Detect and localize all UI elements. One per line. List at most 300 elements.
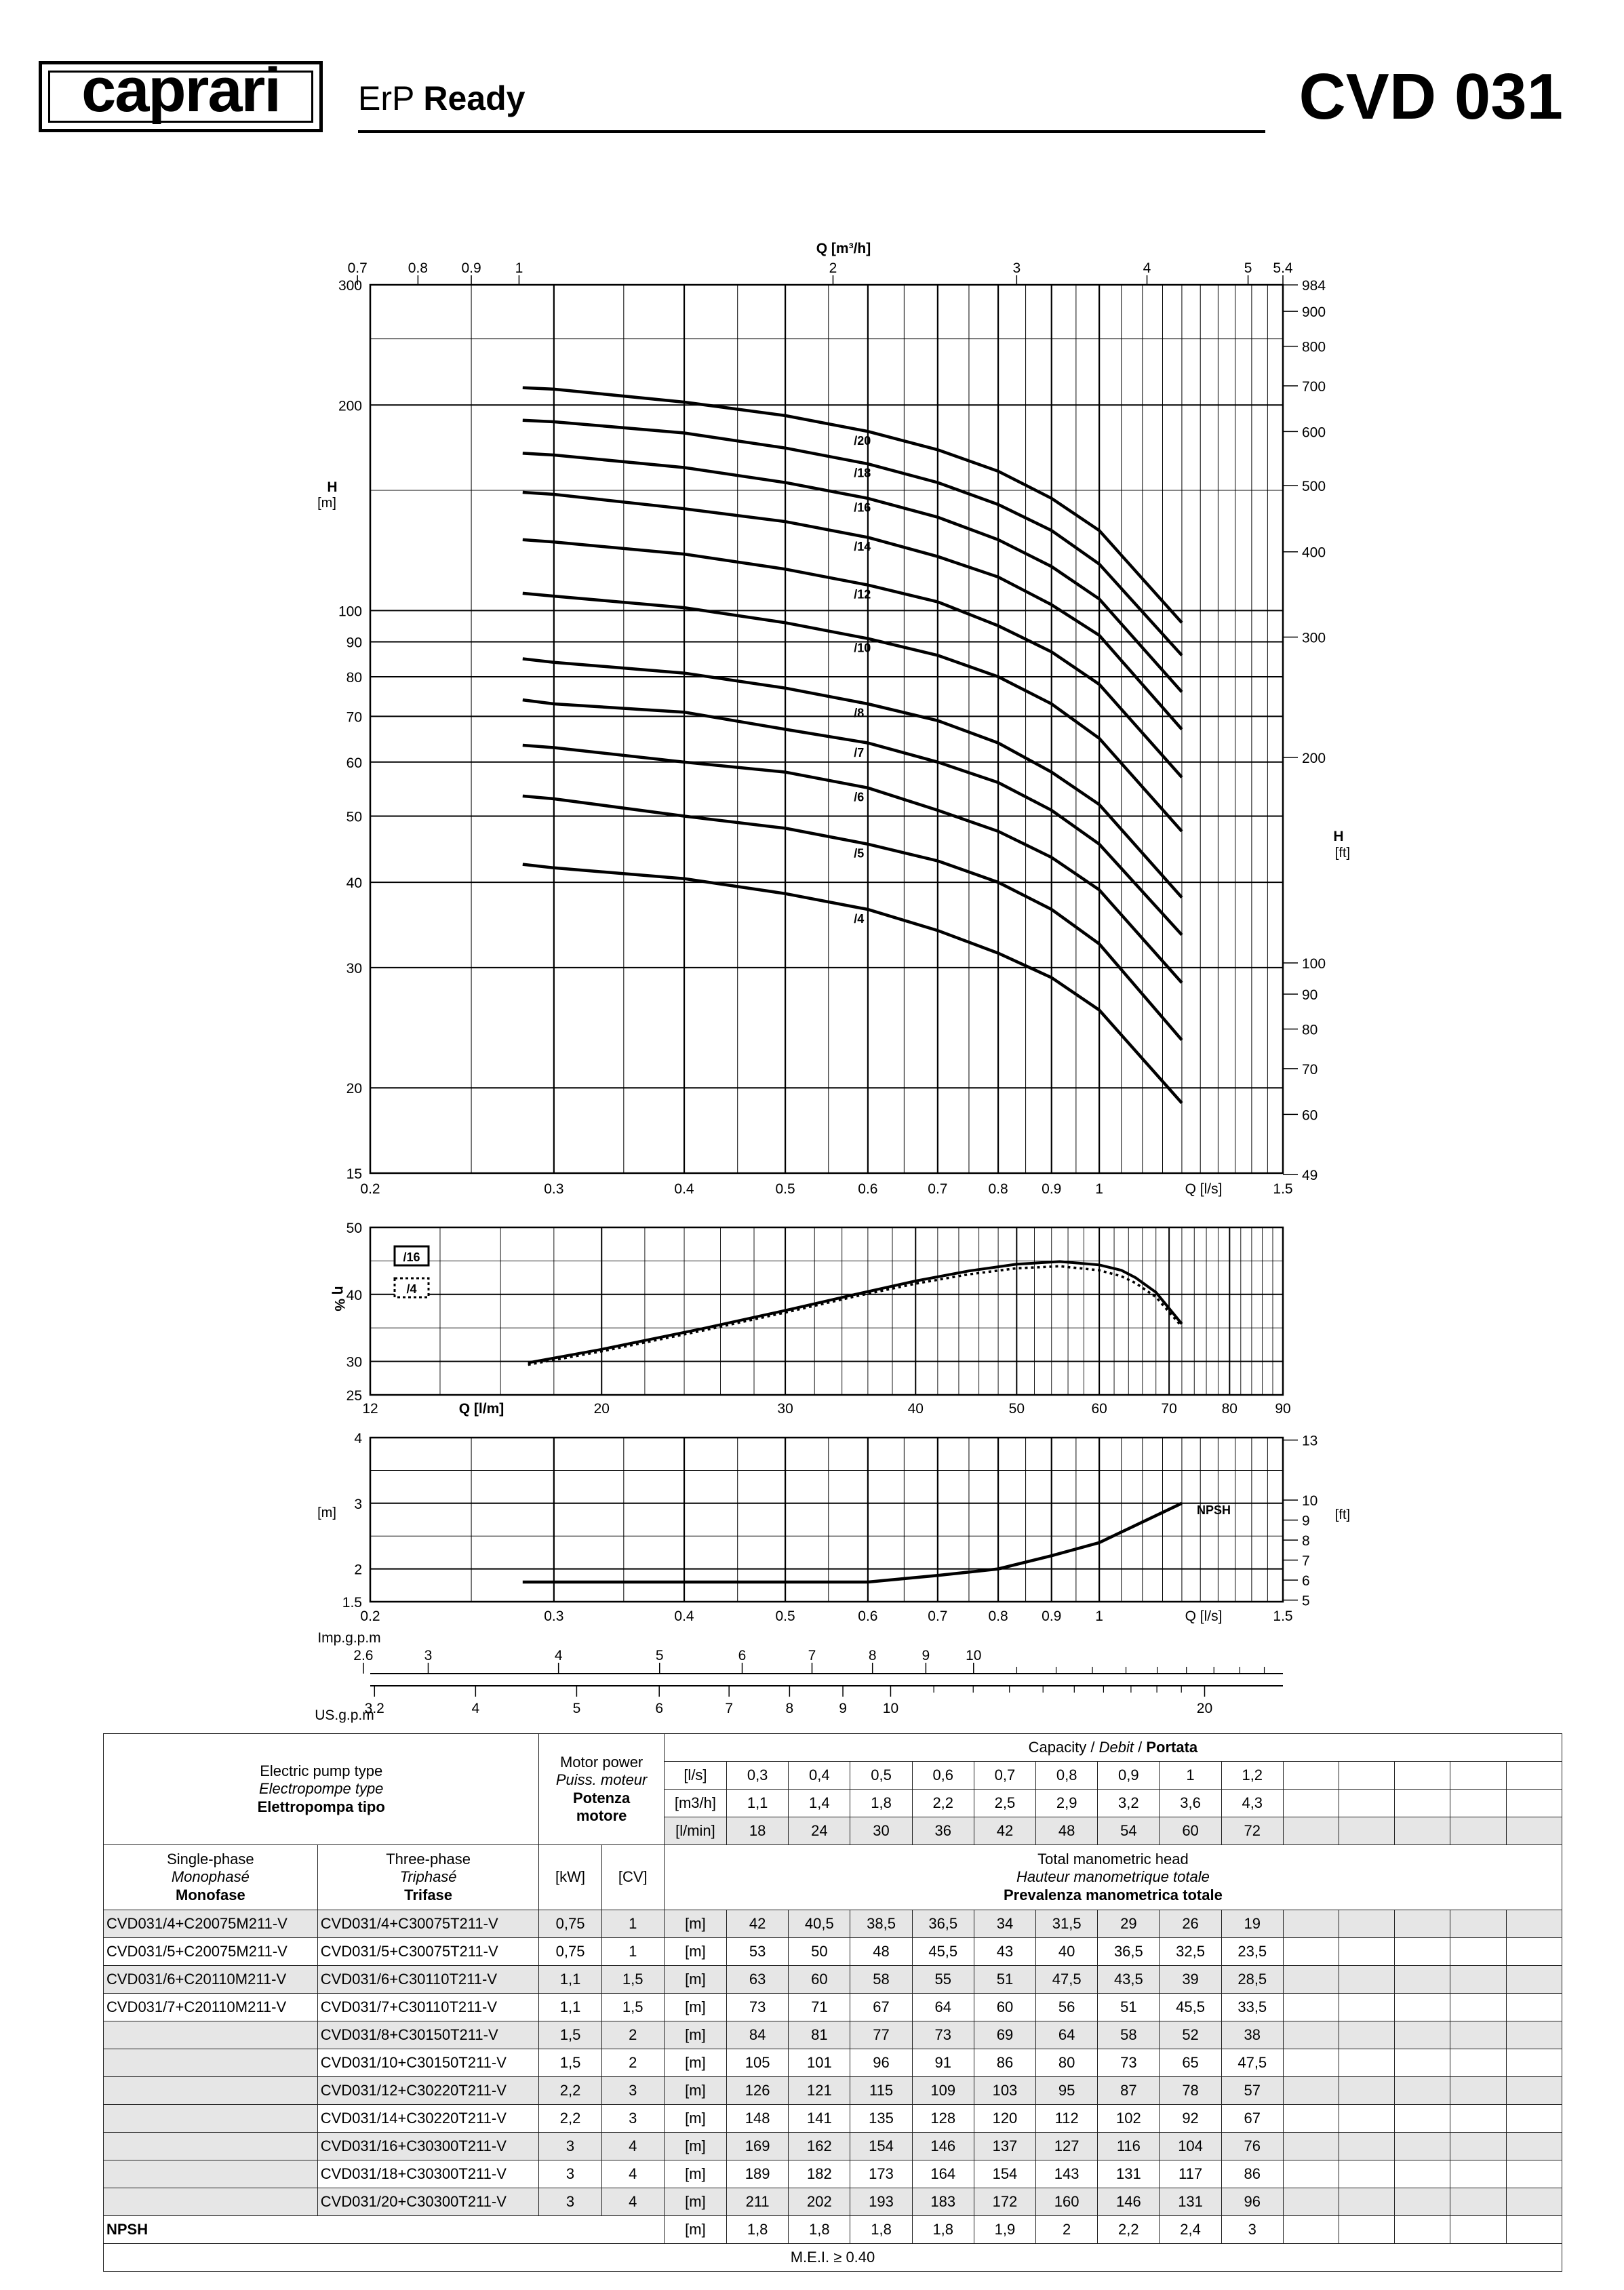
- single-phase-fr: Monophasé: [171, 1868, 250, 1886]
- flow-ls-value: [1283, 1762, 1339, 1790]
- head-value: [1283, 2049, 1339, 2077]
- flow-lmin-value: 60: [1160, 1817, 1221, 1845]
- npsh-y-tick-label: 2: [354, 1562, 362, 1578]
- head-value: [1339, 1966, 1395, 1994]
- head-x-tick-label: 0.2: [360, 1181, 380, 1197]
- head-y-tick-label: 70: [346, 709, 362, 726]
- three-phase-header: [317, 1845, 539, 1910]
- us-gpm-tick-label: 10: [882, 1701, 899, 1716]
- head-value: 173: [850, 2160, 912, 2188]
- head-value: 96: [1221, 2188, 1283, 2216]
- flow-m3h-value: [1450, 1790, 1506, 1817]
- efficiency-x-tick-label: 70: [1161, 1401, 1177, 1417]
- head-x-axis-label: Q [l/s]: [1185, 1181, 1223, 1197]
- us-gpm-tick-label: 6: [655, 1701, 664, 1716]
- head-value: 38,5: [850, 1910, 912, 1938]
- motor-cv: 1: [601, 1910, 664, 1938]
- kw-unit-header: [kW]: [539, 1845, 601, 1910]
- table-row: [104, 2160, 1562, 2188]
- head-x-tick-label: 0.7: [928, 1181, 948, 1197]
- head-value: 182: [789, 2160, 850, 2188]
- head-value: [1283, 2133, 1339, 2160]
- us-gpm-tick-label: 8: [785, 1701, 794, 1716]
- npsh-row: [104, 2216, 1562, 2244]
- pump-type-fr: Electropompe type: [258, 1780, 384, 1798]
- npsh-value: [1506, 2216, 1562, 2244]
- npsh-x-tick-label: 0.6: [858, 1608, 878, 1624]
- head-top-tick-label: 1: [515, 260, 523, 276]
- head-value: 116: [1098, 2133, 1160, 2160]
- motor-kw: 1,5: [539, 2021, 601, 2049]
- head-value: 51: [974, 1966, 1035, 1994]
- imp-gpm-tick-label: 9: [922, 1648, 930, 1663]
- single-phase-model: [104, 2188, 318, 2216]
- head-value: [1395, 2077, 1450, 2105]
- head-value: 183: [912, 2188, 974, 2216]
- npsh-row-label: NPSH: [104, 2216, 665, 2244]
- pump-type-it: Elettropompa tipo: [257, 1798, 385, 1815]
- head-x-tick-label: 0.9: [1042, 1181, 1062, 1197]
- table-row: [104, 1910, 1562, 1938]
- pump-type-header: [104, 1734, 539, 1845]
- head-unit: [m]: [664, 2105, 726, 2133]
- npsh-value: 1,8: [727, 2216, 789, 2244]
- flow-m3h-value: [1283, 1790, 1339, 1817]
- head-right-tick-label: 900: [1302, 304, 1326, 321]
- head-value: 115: [850, 2077, 912, 2105]
- efficiency-x-tick-label: 40: [907, 1401, 924, 1417]
- single-phase-model: [104, 2160, 318, 2188]
- head-curve-label: /7: [854, 745, 865, 759]
- head-value: 143: [1036, 2160, 1098, 2188]
- head-value: [1395, 2049, 1450, 2077]
- flow-lmin-unit: [l/min]: [664, 1817, 726, 1845]
- head-value: 84: [727, 2021, 789, 2049]
- head-value: 146: [1098, 2188, 1160, 2216]
- head-curve-label: /4: [854, 911, 865, 926]
- head-value: 43,5: [1098, 1966, 1160, 1994]
- head-x-tick-label: 1: [1095, 1181, 1103, 1197]
- head-y-tick-label: 100: [338, 604, 362, 620]
- head-value: 45,5: [912, 1938, 974, 1966]
- imp-gpm-tick-label: 3: [424, 1648, 433, 1663]
- erp-ready-bold: Ready: [423, 79, 526, 117]
- efficiency-y-tick-label: 25: [346, 1388, 362, 1404]
- three-phase-model: CVD031/18+C30300T211-V: [317, 2160, 539, 2188]
- head-value: 48: [850, 1938, 912, 1966]
- npsh-right-tick-label: 5: [1302, 1593, 1310, 1609]
- motor-kw: 1,1: [539, 1966, 601, 1994]
- head-y-unit-label: [m]: [317, 496, 336, 511]
- flow-m3h-value: 2,5: [974, 1790, 1035, 1817]
- head-right-unit-label: [ft]: [1334, 846, 1351, 861]
- npsh-right-tick-label: 8: [1302, 1533, 1310, 1549]
- flow-m3h-value: 3,6: [1160, 1790, 1221, 1817]
- head-value: 55: [912, 1966, 974, 1994]
- npsh-right-tick-label: 10: [1302, 1493, 1318, 1509]
- head-value: 58: [1098, 2021, 1160, 2049]
- flow-m3h-value: 1,8: [850, 1790, 912, 1817]
- head-value: 77: [850, 2021, 912, 2049]
- head-value: [1395, 1938, 1450, 1966]
- us-gpm-tick-label: 3.2: [364, 1701, 384, 1716]
- head-y-tick-label: 40: [346, 875, 362, 892]
- head-right-tick-label: 700: [1302, 379, 1326, 395]
- head-value: 64: [1036, 2021, 1098, 2049]
- npsh-right-tick-label: 6: [1302, 1573, 1310, 1590]
- head-curve-label: /5: [854, 846, 865, 861]
- head-value: 117: [1160, 2160, 1221, 2188]
- head-value: [1283, 1938, 1339, 1966]
- flow-m3h-value: [1339, 1790, 1395, 1817]
- imp-gpm-tick-label: 5: [655, 1648, 664, 1663]
- head-value: 71: [789, 1994, 850, 2021]
- head-header: [664, 1845, 1562, 1910]
- flow-m3h-value: 1,4: [789, 1790, 850, 1817]
- head-value: 60: [789, 1966, 850, 1994]
- head-value: 36,5: [912, 1910, 974, 1938]
- head-value: [1506, 2077, 1562, 2105]
- head-value: 38: [1221, 2021, 1283, 2049]
- head-value: 23,5: [1221, 1938, 1283, 1966]
- motor-kw: 0,75: [539, 1938, 601, 1966]
- head-value: 81: [789, 2021, 850, 2049]
- three-phase-fr: Triphasé: [399, 1868, 457, 1886]
- head-value: 86: [1221, 2160, 1283, 2188]
- head-unit: [m]: [664, 2049, 726, 2077]
- head-value: 126: [727, 2077, 789, 2105]
- head-value: [1283, 1994, 1339, 2021]
- head-right-tick-label: 70: [1302, 1061, 1318, 1078]
- head-value: [1506, 2021, 1562, 2049]
- head-value: 50: [789, 1938, 850, 1966]
- single-phase-model: [104, 2021, 318, 2049]
- motor-kw: 2,2: [539, 2105, 601, 2133]
- head-value: 135: [850, 2105, 912, 2133]
- head-value: 43: [974, 1938, 1035, 1966]
- head-value: 202: [789, 2188, 850, 2216]
- flow-ls-value: 1,2: [1221, 1762, 1283, 1790]
- motor-kw: 3: [539, 2133, 601, 2160]
- npsh-value: [1339, 2216, 1395, 2244]
- imp-gpm-tick-label: 8: [868, 1648, 877, 1663]
- motor-cv: 3: [601, 2077, 664, 2105]
- performance-table: [103, 1733, 1562, 2272]
- three-phase-en: Three-phase: [386, 1850, 471, 1868]
- efficiency-x-tick-label: 30: [777, 1401, 793, 1417]
- head-curve-6: [523, 745, 1182, 983]
- head-x-tick-label: 0.6: [858, 1181, 878, 1197]
- head-value: 102: [1098, 2105, 1160, 2133]
- npsh-value: 2: [1036, 2216, 1098, 2244]
- npsh-value: 2,2: [1098, 2216, 1160, 2244]
- us-gpm-tick-label: 4: [471, 1701, 480, 1716]
- head-unit: [m]: [664, 2077, 726, 2105]
- head-top-tick-label: 0.9: [461, 260, 481, 276]
- head-value: 28,5: [1221, 1966, 1283, 1994]
- head-value: [1450, 1994, 1506, 2021]
- flow-ls-value: 0,5: [850, 1762, 912, 1790]
- flow-ls-value: [1339, 1762, 1395, 1790]
- head-value: [1395, 2188, 1450, 2216]
- npsh-value: 1,8: [912, 2216, 974, 2244]
- head-value: [1339, 1994, 1395, 2021]
- head-en: Total manometric head: [1037, 1850, 1189, 1868]
- head-y-axis-label: H: [327, 479, 338, 495]
- head-value: 73: [727, 1994, 789, 2021]
- capacity-en: Capacity /: [1028, 1738, 1095, 1756]
- head-curve-label: /18: [854, 466, 871, 480]
- flow-lmin-value: 30: [850, 1817, 912, 1845]
- head-value: [1283, 2077, 1339, 2105]
- head-value: 120: [974, 2105, 1035, 2133]
- head-value: 42: [727, 1910, 789, 1938]
- three-phase-model: CVD031/5+C30075T211-V: [317, 1938, 539, 1966]
- head-value: [1506, 2133, 1562, 2160]
- head-value: 40,5: [789, 1910, 850, 1938]
- efficiency-y-tick-label: 30: [346, 1354, 362, 1370]
- head-right-tick-label: 984: [1302, 278, 1326, 294]
- head-value: 154: [974, 2160, 1035, 2188]
- erp-prefix: ErP: [358, 79, 414, 117]
- capacity-fr: Debit: [1098, 1738, 1134, 1756]
- head-value: 29: [1098, 1910, 1160, 1938]
- flow-lmin-value: 54: [1098, 1817, 1160, 1845]
- head-fr: Hauteur manometrique totale: [1016, 1868, 1210, 1886]
- head-curve-label: /8: [854, 706, 865, 720]
- flow-lmin-value: 72: [1221, 1817, 1283, 1845]
- head-value: [1395, 2105, 1450, 2133]
- npsh-value: [1283, 2216, 1339, 2244]
- head-value: [1506, 2105, 1562, 2133]
- head-curve-4: [523, 865, 1182, 1103]
- head-value: 172: [974, 2188, 1035, 2216]
- npsh-unit: [m]: [664, 2216, 726, 2244]
- motor-kw: 3: [539, 2160, 601, 2188]
- head-value: 148: [727, 2105, 789, 2133]
- head-value: 141: [789, 2105, 850, 2133]
- head-unit: [m]: [664, 1910, 726, 1938]
- head-value: [1450, 2160, 1506, 2188]
- head-value: 40: [1036, 1938, 1098, 1966]
- npsh-value: 2,4: [1160, 2216, 1221, 2244]
- head-right-tick-label: 400: [1302, 545, 1326, 561]
- head-value: 160: [1036, 2188, 1098, 2216]
- head-value: [1283, 2105, 1339, 2133]
- flow-m3h-value: [1395, 1790, 1450, 1817]
- head-value: [1450, 2077, 1506, 2105]
- npsh-value: 1,9: [974, 2216, 1035, 2244]
- flow-lmin-value: 18: [727, 1817, 789, 1845]
- us-gpm-tick-label: 20: [1196, 1701, 1213, 1716]
- model-title: CVD 031: [1299, 60, 1563, 133]
- head-x-tick-label: 0.5: [775, 1181, 795, 1197]
- flow-ls-value: 0,8: [1036, 1762, 1098, 1790]
- head-value: 128: [912, 2105, 974, 2133]
- npsh-x-tick-label: 0.3: [544, 1608, 564, 1624]
- head-value: 121: [789, 2077, 850, 2105]
- head-right-tick-label: 60: [1302, 1107, 1318, 1124]
- head-value: 47,5: [1221, 2049, 1283, 2077]
- head-value: [1450, 1910, 1506, 1938]
- head-value: 96: [850, 2049, 912, 2077]
- efficiency-x-tick-label: 60: [1091, 1401, 1107, 1417]
- npsh-value: [1395, 2216, 1450, 2244]
- head-value: [1450, 1966, 1506, 1994]
- head-value: 45,5: [1160, 1994, 1221, 2021]
- head-value: 154: [850, 2133, 912, 2160]
- head-value: 211: [727, 2188, 789, 2216]
- head-right-axis-label: H: [1333, 829, 1344, 844]
- motor-power-header: [539, 1734, 664, 1845]
- head-curve-10: [523, 593, 1182, 831]
- head-value: [1395, 1966, 1450, 1994]
- head-unit: [m]: [664, 2160, 726, 2188]
- head-y-tick-label: 20: [346, 1081, 362, 1097]
- head-value: 69: [974, 2021, 1035, 2049]
- head-top-tick-label: 3: [1012, 260, 1021, 276]
- mei-row: [104, 2244, 1562, 2272]
- flow-m3h-value: 2,9: [1036, 1790, 1098, 1817]
- head-value: 67: [1221, 2105, 1283, 2133]
- motor-cv: 4: [601, 2160, 664, 2188]
- head-value: 92: [1160, 2105, 1221, 2133]
- motor-cv: 1,5: [601, 1966, 664, 1994]
- head-value: 57: [1221, 2077, 1283, 2105]
- flow-lmin-value: 24: [789, 1817, 850, 1845]
- npsh-x-tick-label: 0.2: [360, 1608, 380, 1624]
- head-value: 32,5: [1160, 1938, 1221, 1966]
- efficiency-x-axis-label: Q [l/m]: [458, 1401, 504, 1417]
- imp-gpm-label: Imp.g.p.m: [317, 1630, 381, 1646]
- head-top-tick-label: 4: [1143, 260, 1151, 276]
- head-value: 109: [912, 2077, 974, 2105]
- efficiency-y-tick-label: 50: [346, 1221, 362, 1236]
- npsh-y-unit-label: [m]: [317, 1505, 336, 1520]
- us-gpm-tick-label: 9: [839, 1701, 847, 1716]
- pump-type-en: Electric pump type: [260, 1762, 383, 1779]
- head-value: [1395, 1994, 1450, 2021]
- head-top-tick-label: 2: [829, 260, 837, 276]
- npsh-y-tick-label: 4: [354, 1431, 362, 1446]
- head-value: [1450, 1938, 1506, 1966]
- head-value: 53: [727, 1938, 789, 1966]
- head-value: 87: [1098, 2077, 1160, 2105]
- npsh-x-tick-label: 0.4: [674, 1608, 694, 1624]
- npsh-x-tick-label: 0.5: [775, 1608, 795, 1624]
- head-value: 101: [789, 2049, 850, 2077]
- head-value: 33,5: [1221, 1994, 1283, 2021]
- flow-ls-value: 1: [1160, 1762, 1221, 1790]
- head-value: 58: [850, 1966, 912, 1994]
- table-row: [104, 2077, 1562, 2105]
- head-value: 103: [974, 2077, 1035, 2105]
- single-phase-model: [104, 2105, 318, 2133]
- motor-cv: 4: [601, 2188, 664, 2216]
- flow-lmin-value: [1283, 1817, 1339, 1845]
- motor-power-it-2: motore: [576, 1807, 627, 1824]
- head-value: [1450, 2188, 1506, 2216]
- motor-cv: 3: [601, 2105, 664, 2133]
- logo-text: caprari: [81, 56, 280, 125]
- motor-power-fr: Puiss. moteur: [555, 1771, 648, 1789]
- imp-gpm-tick-label: 6: [738, 1648, 747, 1663]
- head-value: 137: [974, 2133, 1035, 2160]
- head-value: 67: [850, 1994, 912, 2021]
- three-phase-model: CVD031/12+C30220T211-V: [317, 2077, 539, 2105]
- imp-gpm-tick-label: 4: [554, 1648, 563, 1663]
- mei-value: M.E.I. ≥ 0.40: [104, 2244, 1562, 2272]
- head-value: 47,5: [1036, 1966, 1098, 1994]
- head-x-tick-label: 1.5: [1273, 1181, 1293, 1197]
- head-value: [1506, 2049, 1562, 2077]
- head-value: 64: [912, 1994, 974, 2021]
- npsh-y-tick-label: 3: [354, 1496, 362, 1512]
- motor-cv: 2: [601, 2049, 664, 2077]
- head-value: [1339, 2077, 1395, 2105]
- head-y-tick-label: 200: [338, 398, 362, 414]
- flow-lmin-value: [1450, 1817, 1506, 1845]
- single-phase-en: Single-phase: [167, 1850, 254, 1868]
- head-right-tick-label: 200: [1302, 750, 1326, 766]
- single-phase-model: CVD031/6+C20110M211-V: [104, 1966, 318, 1994]
- flow-ls-value: 0,9: [1098, 1762, 1160, 1790]
- head-unit: [m]: [664, 2133, 726, 2160]
- flow-ls-value: 0,6: [912, 1762, 974, 1790]
- head-right-tick-label: 500: [1302, 479, 1326, 495]
- three-phase-it: Trifase: [404, 1886, 453, 1903]
- three-phase-model: CVD031/8+C30150T211-V: [317, 2021, 539, 2049]
- head-value: [1506, 1910, 1562, 1938]
- head-value: [1339, 2160, 1395, 2188]
- head-value: 131: [1098, 2160, 1160, 2188]
- head-value: 189: [727, 2160, 789, 2188]
- head-value: [1450, 2105, 1506, 2133]
- table-row: [104, 1938, 1562, 1966]
- us-gpm-tick-label: 7: [725, 1701, 734, 1716]
- head-value: 76: [1221, 2133, 1283, 2160]
- flow-ls-value: [1506, 1762, 1562, 1790]
- motor-kw: 1,1: [539, 1994, 601, 2021]
- head-y-tick-label: 15: [346, 1166, 362, 1182]
- head-value: [1506, 1938, 1562, 1966]
- head-it: Prevalenza manometrica totale: [1004, 1886, 1223, 1903]
- head-value: 65: [1160, 2049, 1221, 2077]
- three-phase-model: CVD031/14+C30220T211-V: [317, 2105, 539, 2133]
- head-value: 56: [1036, 1994, 1098, 2021]
- head-unit: [m]: [664, 1994, 726, 2021]
- head-curve-8: [523, 659, 1182, 898]
- head-value: 60: [974, 1994, 1035, 2021]
- head-value: [1339, 1910, 1395, 1938]
- head-value: 73: [912, 2021, 974, 2049]
- head-value: [1395, 2160, 1450, 2188]
- flow-m3h-value: 3,2: [1098, 1790, 1160, 1817]
- head-curve-label: /14: [854, 540, 871, 554]
- head-unit: [m]: [664, 2021, 726, 2049]
- head-value: 193: [850, 2188, 912, 2216]
- head-top-tick-label: 0.8: [408, 260, 428, 276]
- three-phase-model: CVD031/16+C30300T211-V: [317, 2133, 539, 2160]
- efficiency-legend-label: /4: [406, 1282, 417, 1296]
- head-value: 78: [1160, 2077, 1221, 2105]
- head-value: 63: [727, 1966, 789, 1994]
- head-top-tick-label: 5: [1244, 260, 1252, 276]
- head-value: [1395, 1910, 1450, 1938]
- motor-cv: 1,5: [601, 1994, 664, 2021]
- motor-power-it: Potenza: [572, 1789, 631, 1807]
- flow-lmin-value: [1506, 1817, 1562, 1845]
